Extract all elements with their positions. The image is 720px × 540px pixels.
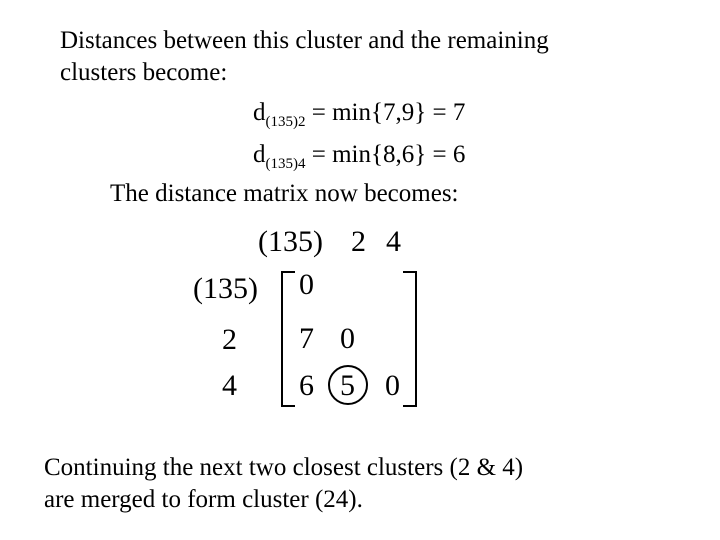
matrix-cell: 0 [340, 322, 355, 355]
formula-subscript: (135)4 [265, 156, 306, 172]
row-header: 2 [222, 323, 237, 356]
intro-line-1: Distances between this cluster and the remaining [60, 27, 549, 54]
highlight-circle-icon [326, 363, 370, 407]
conclusion-line-1: Continuing the next two closest clusters (2 & 4) [44, 454, 524, 481]
column-header: 2 [351, 225, 366, 258]
right-bracket [403, 271, 417, 407]
row-header: (135) [193, 272, 258, 305]
column-header: (135) [258, 225, 323, 258]
formula-expression: = min{7,9} = 7 [305, 99, 466, 126]
matrix-intro: The distance matrix now becomes: [110, 180, 459, 207]
column-header: 4 [386, 225, 401, 258]
row-header: 4 [222, 369, 237, 402]
matrix-cell: 0 [299, 268, 314, 301]
matrix-cell-highlighted: 5 [340, 369, 355, 402]
matrix-cell: 6 [299, 369, 314, 402]
formula-expression: = min{8,6} = 6 [305, 141, 466, 168]
formula-subscript: (135)2 [265, 114, 306, 130]
formula-d1352 [253, 99, 466, 130]
matrix-cell: 7 [299, 322, 314, 355]
conclusion-line-2: are merged to form cluster (24). [44, 486, 363, 513]
formula-d1354 [253, 141, 466, 172]
formula-base: d [253, 141, 266, 168]
formula-base: d [253, 99, 266, 126]
left-bracket [281, 271, 295, 407]
matrix-cell: 0 [385, 369, 400, 402]
intro-line-2: clusters become: [60, 59, 228, 86]
